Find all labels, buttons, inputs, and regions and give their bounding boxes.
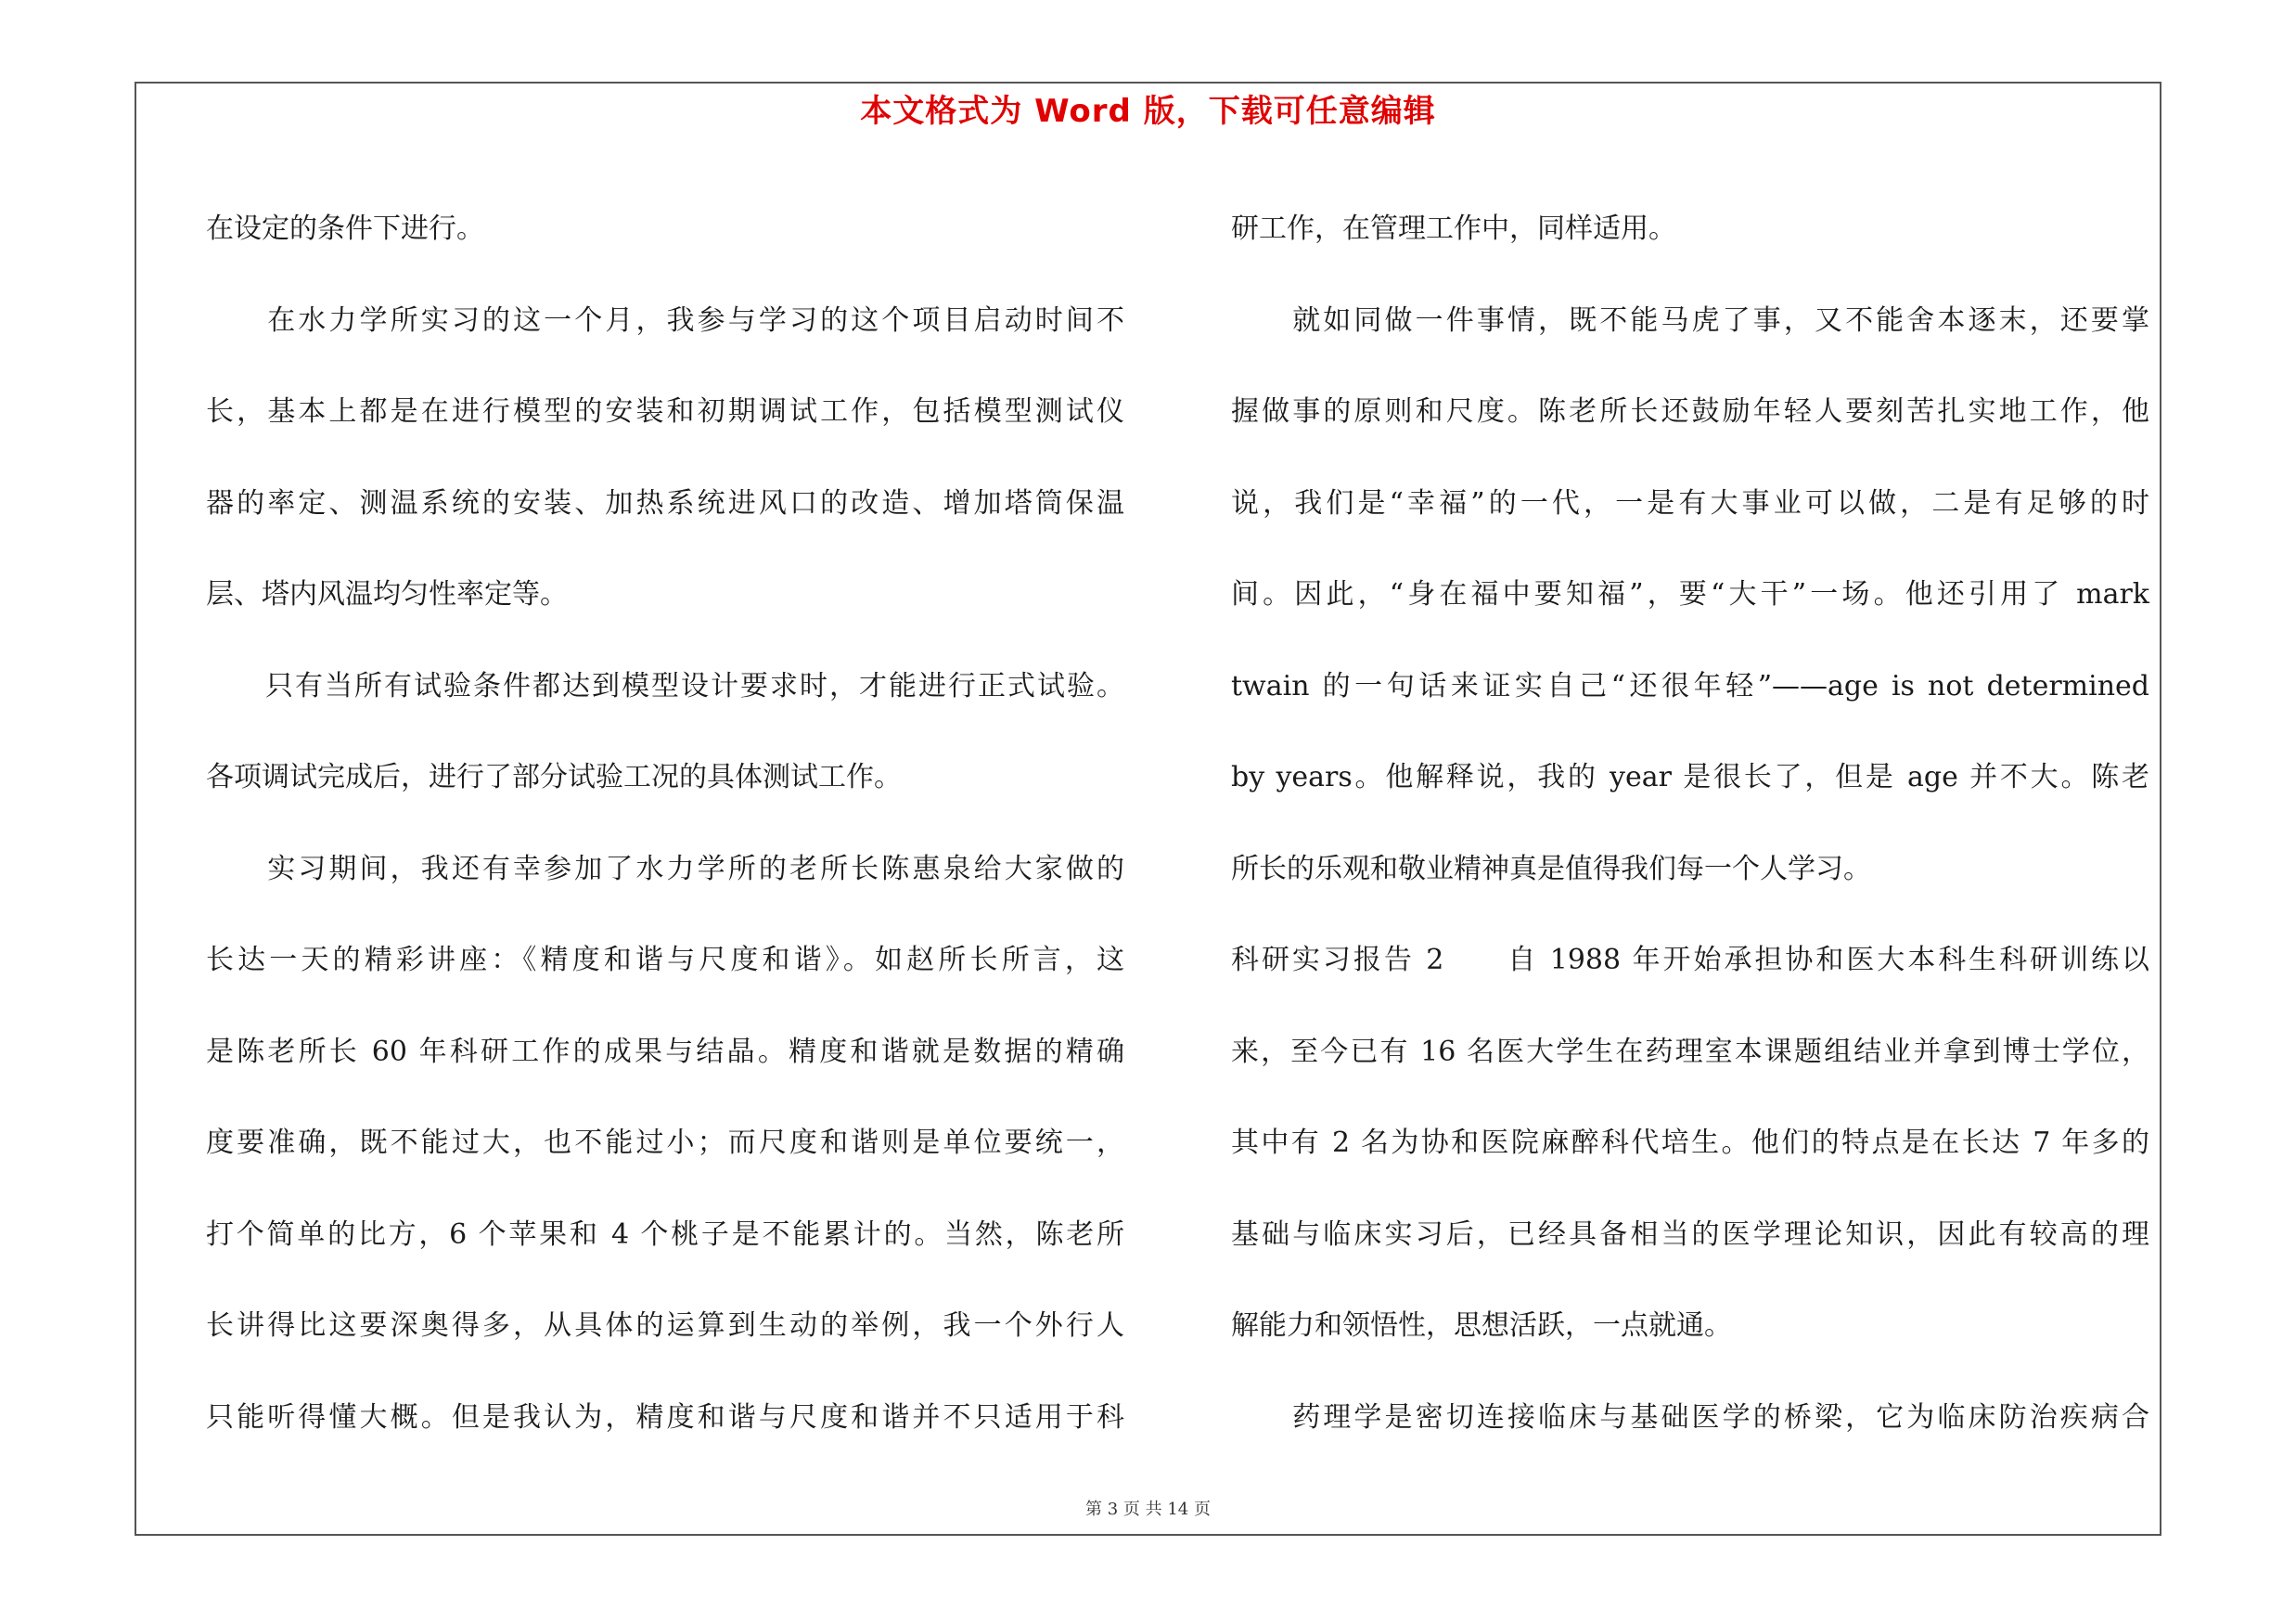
text-line: 长，基本上都是在进行模型的安装和初期调试工作，包括模型测试仪 — [206, 395, 1124, 428]
text-line: 实习期间，我还有幸参加了水力学所的老所长陈惠泉给大家做的 — [206, 852, 1124, 885]
page-number: 第 3 页 共 14 页 — [1085, 1500, 1211, 1519]
text-line: 药理学是密切连接临床与基础医学的桥梁，它为临床防治疾病合 — [1231, 1400, 2149, 1434]
text-line: 其中有 2 名为协和医院麻醉科代培生。他们的特点是在长达 7 年多的 — [1231, 1127, 2149, 1159]
text-line: 研工作，在管理工作中，同样适用。 — [1231, 213, 1676, 245]
text-line: 科研实习报告 2 自 1988 年开始承担协和医大本科生科研训练以 — [1231, 944, 2149, 976]
left-text-column — [206, 184, 1124, 1463]
text-line: 就如同做一件事情，既不能马虎了事，又不能舍本逐末，还要掌 — [1231, 303, 2149, 337]
text-line: 层、塔内风温均匀性率定等。 — [206, 578, 568, 611]
text-line: 间。因此，“身在福中要知福”，要“大干”一场。他还引用了 mark — [1231, 578, 2149, 611]
text-line: 说，我们是“幸福”的一代，一是有大事业可以做，二是有足够的时 — [1231, 486, 2149, 520]
text-line: 是陈老所长 60 年科研工作的成果与结晶。精度和谐就是数据的精确 — [206, 1035, 1124, 1068]
text-line: 度要准确，既不能过大，也不能过小；而尺度和谐则是单位要统一， — [206, 1127, 1124, 1159]
page-header-title: 本文格式为 Word 版，下载可任意编辑 — [860, 93, 1436, 130]
text-line: 各项调试完成后，进行了部分试验工况的具体测试工作。 — [206, 761, 902, 793]
text-line: 长讲得比这要深奥得多，从具体的运算到生动的举例，我一个外行人 — [206, 1309, 1124, 1342]
text-line: 基础与临床实习后，已经具备相当的医学理论知识，因此有较高的理 — [1231, 1217, 2149, 1251]
text-line: 只有当所有试验条件都达到模型设计要求时，才能进行正式试验。 — [206, 669, 1124, 702]
text-line: by years。他解释说，我的 year 是很长了，但是 age 并不大。陈老 — [1231, 761, 2149, 793]
right-text-column — [1231, 184, 2149, 1463]
text-line: 解能力和领悟性，思想活跃，一点就通。 — [1231, 1309, 1732, 1342]
text-line: 在水力学所实习的这一个月，我参与学习的这个项目启动时间不 — [206, 303, 1124, 337]
text-line: 握做事的原则和尺度。陈老所长还鼓励年轻人要刻苦扎实地工作，他 — [1231, 395, 2149, 428]
text-line: 只能听得懂大概。但是我认为，精度和谐与尺度和谐并不只适用于科 — [206, 1400, 1124, 1434]
text-line: 器的率定、测温系统的安装、加热系统进风口的改造、增加塔筒保温 — [206, 486, 1124, 520]
text-line: 在设定的条件下进行。 — [206, 213, 484, 245]
text-line: 长达一天的精彩讲座：《精度和谐与尺度和谐》。如赵所长所言，这 — [206, 944, 1124, 976]
text-line: 所长的乐观和敬业精神真是值得我们每一个人学习。 — [1231, 852, 1871, 885]
text-line: 来，至今已有 16 名医大学生在药理室本课题组结业并拿到博士学位， — [1231, 1035, 2149, 1068]
text-line: twain 的一句话来证实自己“还很年轻”——age is not determined — [1231, 669, 2149, 702]
text-line: 打个简单的比方，6 个苹果和 4 个桃子是不能累计的。当然，陈老所 — [206, 1217, 1124, 1251]
